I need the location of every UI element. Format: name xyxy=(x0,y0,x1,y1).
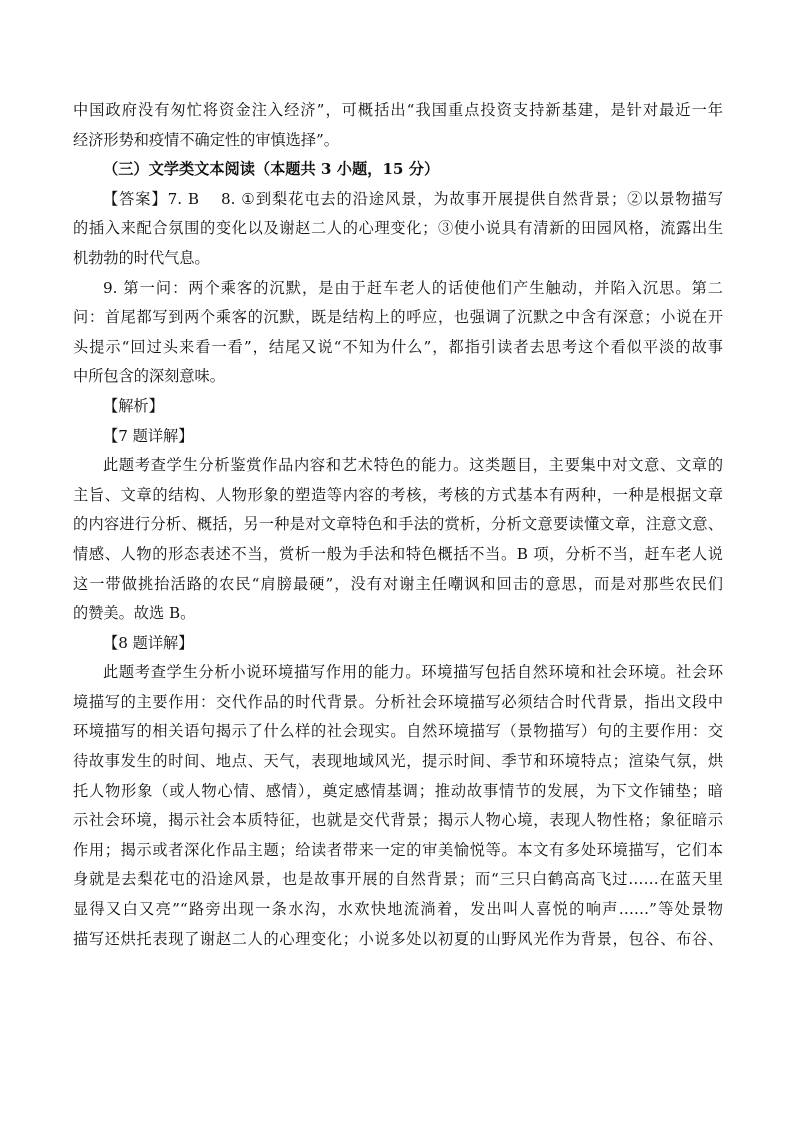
q8-detail-label: 【8 题详解】 xyxy=(103,633,194,652)
text-line: 中所包含的深刻意味。 xyxy=(73,367,225,386)
text-line: 机勃勃的时代气息。 xyxy=(73,248,210,267)
text-line: 托人物形象（或人物心情、感情），奠定感情基调；推动故事情节的发展，为下文作铺垫；暗 xyxy=(73,781,723,800)
text-line: 境描写的主要作用：交代作品的时代背景。分析社会环境描写必须结合时代背景，指出文段中 xyxy=(73,692,723,711)
analysis-label: 【解析】 xyxy=(103,396,164,415)
document-page xyxy=(73,96,723,954)
text-line: 主旨、文章的结构、人物形象的塑造等内容的考核，考核的方式基本有两种，一种是根据文章 xyxy=(73,485,723,504)
text-line: 身就是去梨花屯的沿途风景，也是故事开展的自然背景；而“三只白鹤高高飞过……在蓝天里 xyxy=(73,870,723,889)
text-line: 描写还烘托表现了谢赵二人的心理变化；小说多处以初夏的山野风光作为背景，包谷、布谷、 xyxy=(73,929,723,948)
text-line: 待故事发生的时间、地点、天气，表现地域风光，提示时间、季节和环境特点；渲染气氛，烘 xyxy=(73,752,723,771)
answer-9: 9. 第一问：两个乘客的沉默，是由于赶车老人的话使他们产生触动，并陷入沉思。第二 xyxy=(103,278,723,297)
section-heading: （三）文学类文本阅读（本题共 3 小题，15 分） xyxy=(103,160,440,179)
text-line: 问：首尾都写到两个乘客的沉默，既是结构上的呼应，也强调了沉默之中含有深意；小说在开 xyxy=(73,308,723,327)
text-line: 此题考查学生分析鉴赏作品内容和艺术特色的能力。这类题目，主要集中对文意、文章的 xyxy=(103,456,723,475)
text-line: 的内容进行分析、概括，另一种是对文章特色和手法的赏析，分析文意要读懂文章，注意文意、 xyxy=(73,515,723,534)
text-line: 环境描写的相关语句揭示了什么样的社会现实。自然环境描写（景物描写）句的主要作用：交 xyxy=(73,722,723,741)
answer-line xyxy=(73,185,723,215)
text-line: 中国政府没有匆忙将资金注入经济”，可概括出“我国重点投资支持新基建，是针对最近一年 xyxy=(73,101,723,119)
answer-7: 【答案】7. B xyxy=(103,189,199,208)
answer-8: 8. ①到梨花屯去的沿途风景，为故事开展提供自然背景；②以景物描写 xyxy=(221,189,723,208)
text-line: 经济形势和疫情不确定性的审慎选择”。 xyxy=(73,130,339,149)
q7-detail-label: 【7 题详解】 xyxy=(103,426,194,445)
text-line: 此题考查学生分析小说环境描写作用的能力。环境描写包括自然环境和社会环境。社会环 xyxy=(103,663,723,682)
text-line: 情感、人物的形态表述不当，赏析一般为手法和特色概括不当。B 项，分析不当，赶车老人说 xyxy=(73,544,723,563)
text-line: 头提示“回过头来看一看”，结尾又说“不知为什么”，都指引读者去思考这个看似平淡的故事 xyxy=(73,337,723,356)
text-line: 示社会环境，揭示社会本质特征，也就是交代背景；揭示人物心境，表现人物性格；象征暗示 xyxy=(73,811,723,830)
text-line: 显得又白又亮”“路旁出现一条水沟，水欢快地流淌着，发出叫人喜悦的响声……”等处景物 xyxy=(73,900,723,919)
text-line: 作用；揭示或者深化作品主题；给读者带来一定的审美愉悦等。本文有多处环境描写，它们本 xyxy=(73,840,723,859)
text-line: 的插入来配合氛围的变化以及谢赵二人的心理变化；③使小说具有清新的田园风格，流露出生 xyxy=(73,219,723,238)
text-line: 这一带做挑抬活路的农民“肩膀最硬”，没有对谢主任嘲讽和回击的意思，而是对那些农民们 xyxy=(73,574,723,593)
text-line: 的赞美。故选 B。 xyxy=(73,604,196,623)
